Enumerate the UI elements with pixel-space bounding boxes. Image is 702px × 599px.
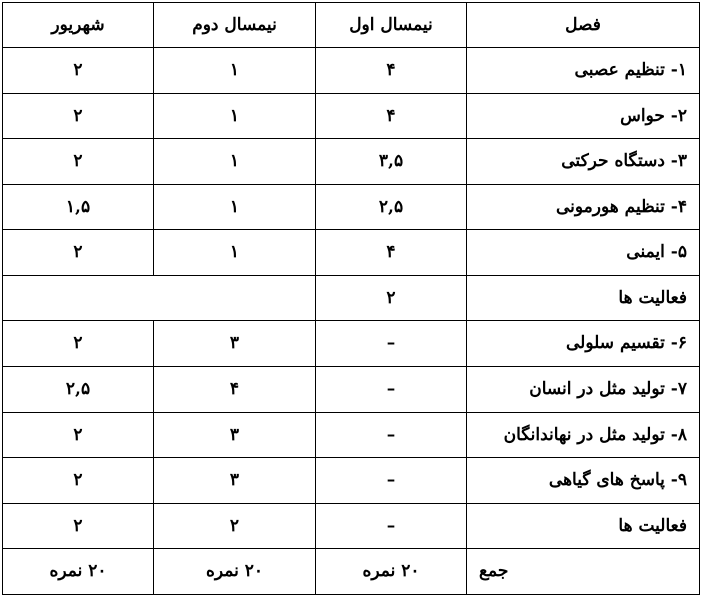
semester2-cell: ۳ — [154, 458, 316, 504]
semester2-cell: ۱ — [154, 139, 316, 185]
table-row — [3, 275, 700, 321]
chapter-cell: فعالیت ها — [467, 503, 700, 549]
semester1-cell: ۳,۵ — [316, 139, 467, 185]
semester2-cell: ۱ — [154, 230, 316, 276]
chapter-cell: ۶- تقسیم سلولی — [467, 321, 700, 367]
total-shahrivar: ۲۰ نمره — [3, 549, 154, 595]
shahrivar-cell — [3, 275, 154, 321]
header-chapter: فصل — [467, 3, 700, 48]
semester2-cell: ۴ — [154, 367, 316, 413]
semester1-cell: ۴ — [316, 93, 467, 139]
table-row — [3, 503, 700, 549]
table-row — [3, 367, 700, 413]
table-row — [3, 230, 700, 276]
total-label: جمع — [467, 549, 700, 595]
table-row — [3, 139, 700, 185]
semester2-cell: ۳ — [154, 321, 316, 367]
semester2-cell: ۱ — [154, 48, 316, 94]
table-row — [3, 321, 700, 367]
shahrivar-cell: ۲ — [3, 93, 154, 139]
chapter-cell: ۳- دستگاه حرکتی — [467, 139, 700, 185]
semester2-cell: ۲ — [154, 503, 316, 549]
grade-distribution-table — [2, 2, 700, 595]
shahrivar-cell: ۱,۵ — [3, 184, 154, 230]
table-row — [3, 458, 700, 504]
chapter-cell: ۷- تولید مثل در انسان — [467, 367, 700, 413]
shahrivar-cell: ۲ — [3, 48, 154, 94]
shahrivar-cell: ۲ — [3, 412, 154, 458]
table-row — [3, 93, 700, 139]
semester2-cell: ۳ — [154, 412, 316, 458]
chapter-cell: ۹- پاسخ های گیاهی — [467, 458, 700, 504]
semester1-cell: – — [316, 503, 467, 549]
shahrivar-cell: ۲,۵ — [3, 367, 154, 413]
semester1-cell: ۲,۵ — [316, 184, 467, 230]
total-semester1: ۲۰ نمره — [316, 549, 467, 595]
semester2-cell — [154, 275, 316, 321]
table-row — [3, 184, 700, 230]
semester1-cell: – — [316, 458, 467, 504]
shahrivar-cell: ۲ — [3, 139, 154, 185]
chapter-cell: فعالیت ها — [467, 275, 700, 321]
semester2-cell: ۱ — [154, 184, 316, 230]
chapter-cell: ۴- تنظیم هورمونی — [467, 184, 700, 230]
shahrivar-cell: ۲ — [3, 321, 154, 367]
chapter-cell: ۵- ایمنی — [467, 230, 700, 276]
shahrivar-cell: ۲ — [3, 230, 154, 276]
semester1-cell: – — [316, 321, 467, 367]
chapter-cell: ۱- تنظیم عصبی — [467, 48, 700, 94]
semester1-cell: ۴ — [316, 48, 467, 94]
semester1-cell: ۴ — [316, 230, 467, 276]
header-shahrivar: شهریور — [3, 3, 154, 48]
semester1-cell: – — [316, 412, 467, 458]
chapter-cell: ۸- تولید مثل در نهاندانگان — [467, 412, 700, 458]
header-semester1: نیمسال اول — [316, 3, 467, 48]
header-semester2: نیمسال دوم — [154, 3, 316, 48]
table-row — [3, 412, 700, 458]
semester2-cell: ۱ — [154, 93, 316, 139]
total-row — [3, 549, 700, 595]
semester1-cell: – — [316, 367, 467, 413]
semester1-cell: ۲ — [316, 275, 467, 321]
table-row — [3, 48, 700, 94]
header-row — [3, 3, 700, 48]
chapter-cell: ۲- حواس — [467, 93, 700, 139]
shahrivar-cell: ۲ — [3, 458, 154, 504]
total-semester2: ۲۰ نمره — [154, 549, 316, 595]
shahrivar-cell: ۲ — [3, 503, 154, 549]
